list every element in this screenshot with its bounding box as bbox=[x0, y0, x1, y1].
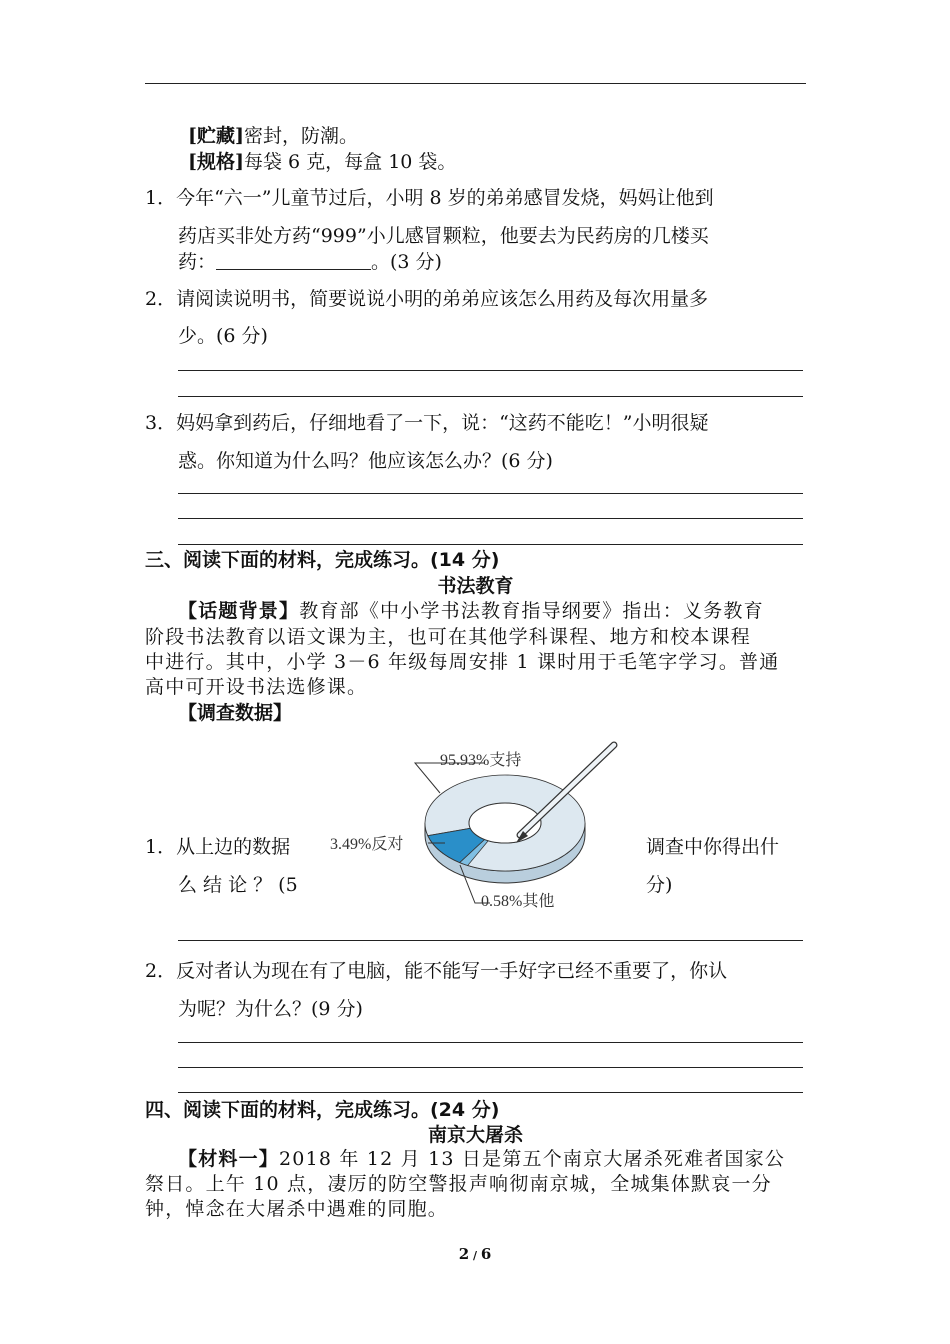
s4-m1-label: 【材料一】 bbox=[178, 1148, 280, 1170]
s3-q1-left-2: 么 结 论 ？ (5 bbox=[178, 874, 298, 896]
s3-bg-label: 【话题背景】 bbox=[178, 600, 300, 622]
survey-donut-chart bbox=[320, 735, 640, 920]
q3-line-1: 3．妈妈拿到药后，仔细地看了一下，说：“这药不能吃！”小明很疑 bbox=[145, 412, 709, 434]
header-rule bbox=[145, 83, 806, 84]
section-3-heading: 三、阅读下面的材料，完成练习。(14 分) bbox=[145, 549, 500, 571]
s3-bg-line-4: 高中可开设书法选修课。 bbox=[145, 676, 368, 698]
q2-line-1: 2．请阅读说明书，简要说说小明的弟弟应该怎么用药及每次用量多 bbox=[145, 288, 709, 310]
s3-q1-answer-line[interactable] bbox=[178, 940, 803, 941]
storage-text: 密封，防潮。 bbox=[243, 125, 358, 147]
q1-line-2: 药店买非处方药“999”小儿感冒颗粒，他要去为民药房的几楼买 bbox=[178, 225, 709, 247]
chart-label-0: 95.93%支持 bbox=[440, 752, 522, 769]
q3-answer-line-1[interactable] bbox=[178, 493, 803, 494]
s3-q2-answer-line-2[interactable] bbox=[178, 1067, 803, 1068]
storage-line bbox=[188, 125, 358, 147]
page-number bbox=[0, 1245, 950, 1263]
q3-answer-line-2[interactable] bbox=[178, 518, 803, 519]
page-total: 6 bbox=[480, 1245, 492, 1263]
q2-line-2: 少。(6 分) bbox=[178, 325, 268, 347]
q1-answer-blank[interactable] bbox=[216, 251, 371, 270]
s3-q2-answer-line-3[interactable] bbox=[178, 1092, 803, 1093]
chart-label-2: 0.58%其他 bbox=[481, 893, 555, 910]
q3-line-2: 惑。你知道为什么吗？他应该怎么办？(6 分) bbox=[178, 450, 553, 472]
s4-m1-line-3: 钟，悼念在大屠杀中遇难的同胞。 bbox=[145, 1198, 449, 1220]
s3-q2-line-1: 2．反对者认为现在有了电脑，能不能写一手好字已经不重要了，你认 bbox=[145, 960, 728, 982]
s3-bg-text-1: 教育部《中小学书法教育指导纲要》指出：义务教育 bbox=[299, 600, 764, 622]
s3-bg-line-3: 中进行。其中，小学 3－6 年级每周安排 1 课时用于毛笔字学习。普通 bbox=[145, 651, 780, 673]
page-separator: / bbox=[469, 1249, 481, 1262]
page-current: 2 bbox=[458, 1245, 470, 1263]
s3-bg-line-2: 阶段书法教育以语文课为主，也可在其他学科课程、地方和校本课程 bbox=[145, 626, 752, 648]
q2-answer-line-1[interactable] bbox=[178, 370, 803, 371]
s3-q2-line-2: 为呢？为什么？(9 分) bbox=[178, 998, 363, 1020]
spec-label: [规格] bbox=[188, 151, 244, 173]
s4-m1-text-1: 2018 年 12 月 13 日是第五个南京大屠杀死难者国家公 bbox=[279, 1148, 786, 1170]
chart-label-1: 3.49%反对 bbox=[330, 836, 404, 853]
s4-m1-line-1 bbox=[178, 1148, 785, 1170]
q1-line-3-start: 药： bbox=[178, 251, 217, 273]
q1-line-1: 1．今年“六一”儿童节过后，小明 8 岁的弟弟感冒发烧，妈妈让他到 bbox=[145, 187, 714, 209]
s3-q1-right-1: 调查中你得出什 bbox=[646, 836, 780, 858]
section-3-title: 书法教育 bbox=[437, 575, 514, 597]
s3-q1-right-2: 分) bbox=[646, 874, 673, 896]
q2-answer-line-2[interactable] bbox=[178, 396, 803, 397]
q1-line-3 bbox=[178, 251, 442, 273]
s3-q2-answer-line-1[interactable] bbox=[178, 1042, 803, 1043]
section-4-title: 南京大屠杀 bbox=[427, 1124, 523, 1146]
spec-line bbox=[188, 151, 456, 173]
s3-q1-left-1: 1．从上边的数据 bbox=[145, 836, 291, 858]
spec-text: 每袋 6 克，每盒 10 袋。 bbox=[243, 151, 457, 173]
s4-m1-line-2: 祭日。上午 10 点，凄厉的防空警报声响彻南京城，全城集体默哀一分 bbox=[145, 1173, 772, 1195]
q3-answer-line-3[interactable] bbox=[178, 544, 803, 545]
s3-bg-line-1 bbox=[178, 600, 764, 622]
section-4-heading: 四、阅读下面的材料，完成练习。(24 分) bbox=[145, 1099, 500, 1121]
q1-line-3-end: 。(3 分) bbox=[371, 251, 442, 273]
storage-label: [贮藏] bbox=[188, 125, 244, 147]
s3-survey-label: 【调查数据】 bbox=[178, 702, 293, 724]
